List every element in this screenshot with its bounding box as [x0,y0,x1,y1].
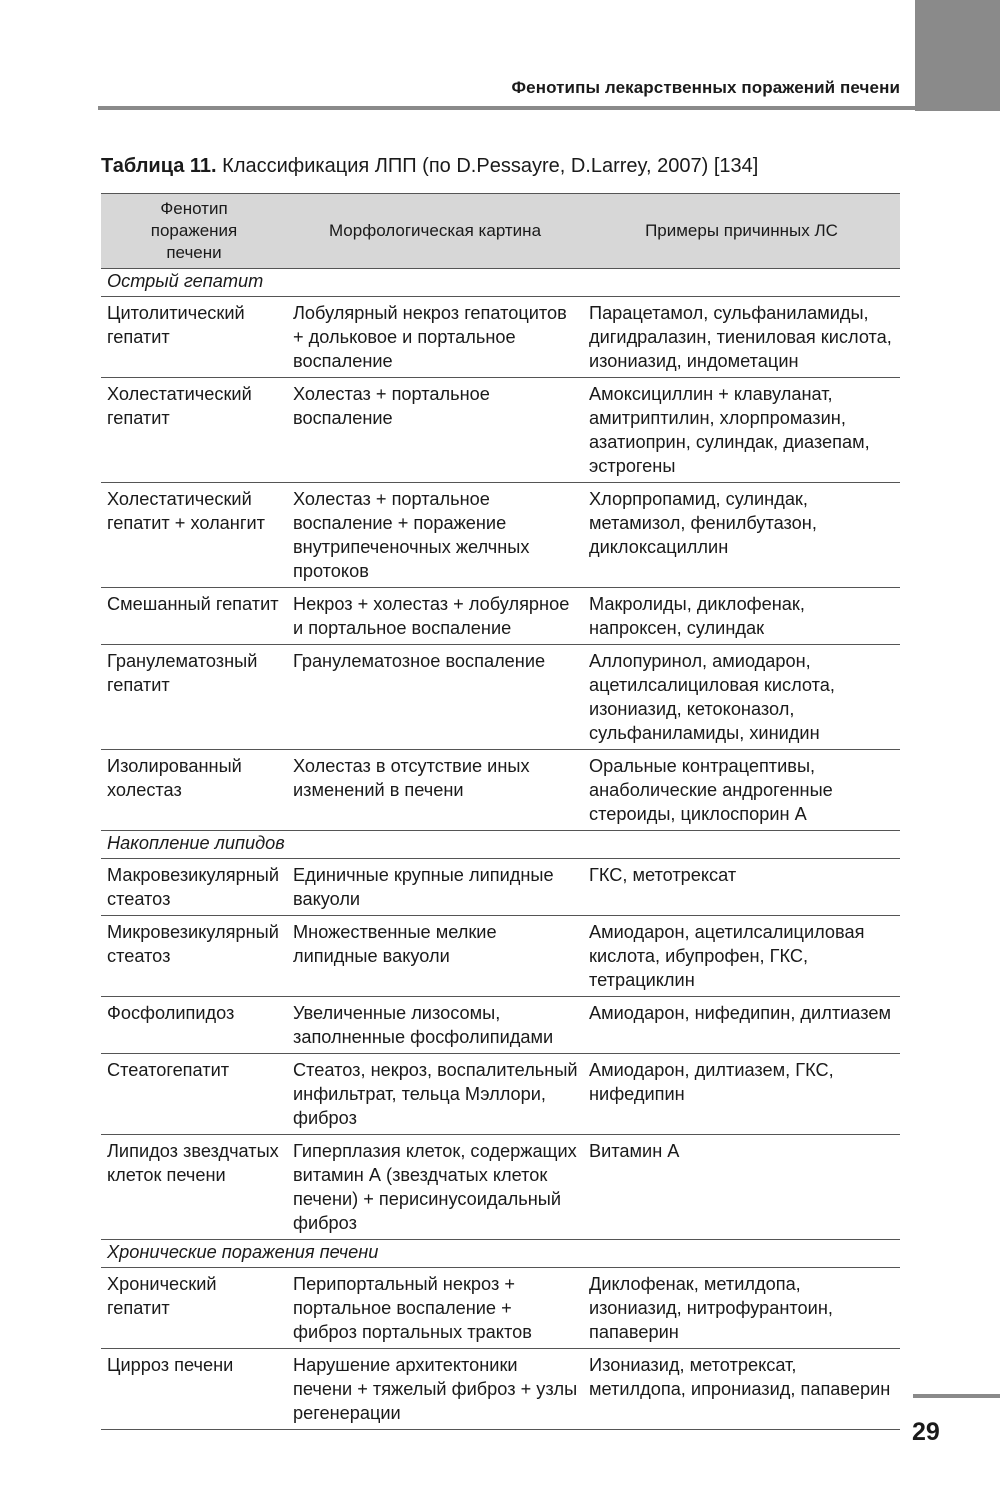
phenotype-cell: Цирроз печени [101,1349,287,1430]
classification-table [101,193,900,1430]
table-row [101,997,900,1054]
table-number: Таблица 11. [101,155,217,177]
morphology-cell: Некроз + холестаз + лобулярное и портальное воспаление [287,588,583,645]
table-body [101,269,900,1430]
morphology-cell: Множественные мелкие липидные вакуоли [287,916,583,997]
table-title: Классификация ЛПП (по D.Pessayre, D.Larrey, 2007) [134] [216,155,759,177]
phenotype-cell: Холестатический гепатит [101,378,287,483]
page-number: 29 [912,1418,940,1446]
drugs-cell: Диклофенак, метилдопа, изониазид, нитрофурантоин, папаверин [583,1268,900,1349]
table-header-row [101,194,900,269]
morphology-cell: Стеатоз, некроз, воспалительный инфильтрат, тельца Мэллори, фиброз [287,1054,583,1135]
table-row [101,1135,900,1240]
morphology-cell: Увеличенные лизосомы, заполненные фосфолипидами [287,997,583,1054]
morphology-cell: Гранулематозное воспаление [287,645,583,750]
drugs-cell: Амиодарон, ацетилсалициловая кислота, ибупрофен, ГКС, тетрациклин [583,916,900,997]
phenotype-cell: Микровезикулярный стеатоз [101,916,287,997]
phenotype-cell: Фосфолипидоз [101,997,287,1054]
drugs-cell: Оральные контрацептивы, анаболические андрогенные стероиды, циклоспорин А [583,750,900,831]
table-row [101,1268,900,1349]
column-header-morphology: Морфологическая картина [287,194,583,269]
running-header: Фенотипы лекарственных поражений печени [511,78,900,97]
drugs-cell: Витамин А [583,1135,900,1240]
classification-table-wrapper [101,193,900,1430]
drugs-cell: Хлорпропамид, сулиндак, метамизол, фенилбутазон, диклоксациллин [583,483,900,588]
drugs-cell: Аллопуринол, амиодарон, ацетилсалициловая кислота, изониазид, кетоконазол, сульфаниламиды, хинидин [583,645,900,750]
table-caption [101,155,758,178]
table-row [101,1349,900,1430]
phenotype-cell: Липидоз звездчатых клеток печени [101,1135,287,1240]
header-rule [98,106,1000,110]
phenotype-cell: Хронический гепатит [101,1268,287,1349]
thumb-tab [915,0,1000,111]
morphology-cell: Перипортальный некроз + портальное воспаление + фиброз портальных трактов [287,1268,583,1349]
footer-rule [913,1394,1000,1398]
drugs-cell: Амиодарон, дилтиазем, ГКС, нифедипин [583,1054,900,1135]
phenotype-cell: Изолированный холестаз [101,750,287,831]
morphology-cell: Гиперплазия клеток, содержащих витамин А (звездчатых клеток печени) + перисинусоидальный фиброз [287,1135,583,1240]
phenotype-cell: Гранулематозный гепатит [101,645,287,750]
section-row [101,269,900,297]
section-title: Накопление липидов [101,831,900,859]
table-row [101,645,900,750]
phenotype-cell: Смешанный гепатит [101,588,287,645]
table-row [101,916,900,997]
table-row [101,588,900,645]
section-title: Хронические поражения печени [101,1240,900,1268]
section-title: Острый гепатит [101,269,900,297]
phenotype-cell: Стеатогепатит [101,1054,287,1135]
drugs-cell: Изониазид, метотрексат, метилдопа, ипрониазид, папаверин [583,1349,900,1430]
drugs-cell: Амиодарон, нифедипин, дилтиазем [583,997,900,1054]
morphology-cell: Лобулярный некроз гепатоцитов + дольковое и портальное воспаление [287,297,583,378]
column-header-phenotype: Фенотип поражения печени [101,194,287,269]
drugs-cell: ГКС, метотрексат [583,859,900,916]
table-row [101,1054,900,1135]
drugs-cell: Амоксициллин + клавуланат, амитриптилин, хлорпромазин, азатиоприн, сулиндак, диазепам, эстрогены [583,378,900,483]
morphology-cell: Холестаз + портальное воспаление + поражение внутрипеченочных желчных протоков [287,483,583,588]
table-row [101,378,900,483]
morphology-cell: Нарушение архитектоники печени + тяжелый фиброз + узлы регенерации [287,1349,583,1430]
drugs-cell: Парацетамол, сульфаниламиды, дигидралазин, тиениловая кислота, изониазид, индометацин [583,297,900,378]
section-row [101,831,900,859]
column-header-drugs: Примеры причинных ЛС [583,194,900,269]
table-row [101,859,900,916]
section-row [101,1240,900,1268]
table-row [101,483,900,588]
morphology-cell: Холестаз в отсутствие иных изменений в печени [287,750,583,831]
table-row [101,297,900,378]
table-row [101,750,900,831]
morphology-cell: Единичные крупные липидные вакуоли [287,859,583,916]
morphology-cell: Холестаз + портальное воспаление [287,378,583,483]
drugs-cell: Макролиды, диклофенак, напроксен, сулиндак [583,588,900,645]
phenotype-cell: Цитолитический гепатит [101,297,287,378]
phenotype-cell: Макровезикулярный стеатоз [101,859,287,916]
phenotype-cell: Холестатический гепатит + холангит [101,483,287,588]
